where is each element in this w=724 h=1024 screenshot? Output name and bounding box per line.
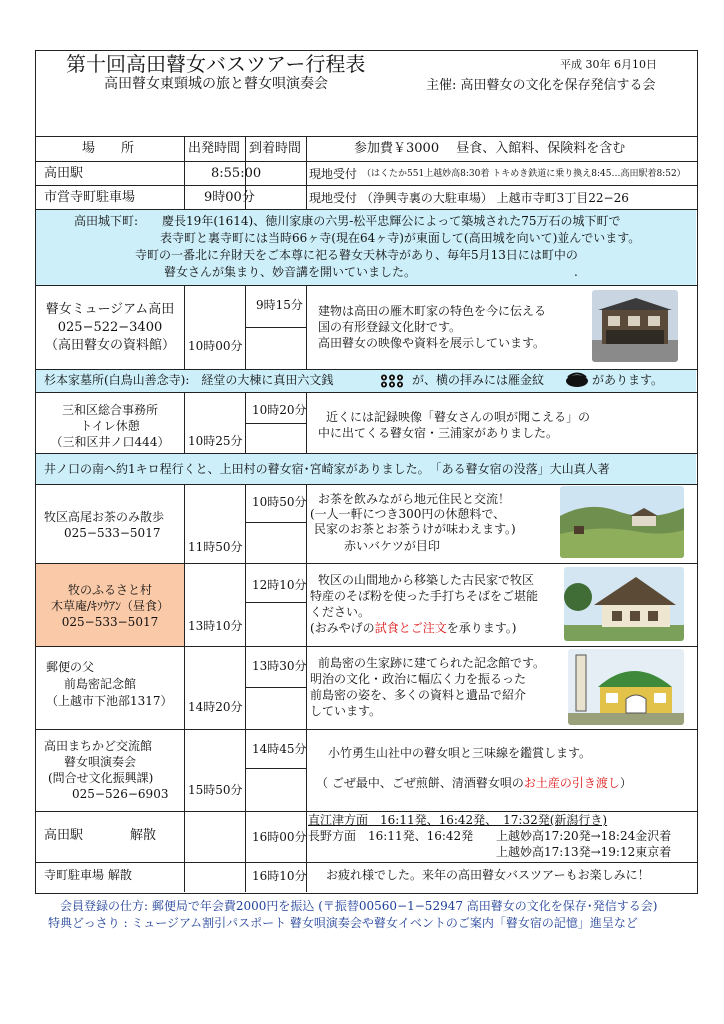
col-header-depart: 出発時間: [188, 141, 241, 156]
castle-town-line-3: 寺町の一番北に弁財天をご本尊に祀る瞽女天林寺があり、毎年5月13日には町中の: [135, 248, 578, 262]
page-title: 第十回高田瞽女バスツアー行程表: [66, 52, 366, 76]
furusato-desc-2: 特産のそば粉を使った手打ちそばをご堪能: [310, 589, 539, 603]
col-header-place: 場 所: [82, 141, 135, 156]
maejima-desc-4: しています。: [310, 704, 382, 718]
makiku-place-phone: 025−533−5017: [64, 526, 161, 540]
maejima-place-line-1: 郵便の父: [46, 660, 95, 674]
museum-arrive: 9時15分: [256, 298, 303, 312]
sugimoto-text-c: があります。: [592, 373, 664, 387]
machikado-place-phone: 025−526−6903: [72, 787, 169, 801]
machikado-place-concert: 瞽女唄演奏会: [64, 755, 137, 769]
organizer-label: 主催: 高田瞽女の文化を保存発信する会: [426, 78, 656, 93]
furusato-note-a: (おみやげの: [310, 621, 375, 635]
furusato-desc-1: 牧区の山間地から移築した古民家で牧区: [318, 573, 535, 587]
machikado-gift-red: お土産の引き渡し: [523, 776, 620, 790]
furusato-desc-note: [310, 621, 516, 636]
furusato-note-red: 試食とご注文: [374, 621, 447, 635]
maejima-desc-3: 前島密の姿を、多くの資料と遺品で紹介: [310, 688, 527, 702]
col-header-arrive: 到着時間: [249, 141, 302, 156]
teramachi-parking-depart: 9時00分: [204, 190, 255, 205]
museum-depart: 10時00分: [188, 339, 243, 353]
furusato-desc-3: ください。: [310, 605, 371, 619]
sanwa-place-address: （三和区井ノ口444）: [50, 435, 170, 449]
makiku-arrive: 10時50分: [252, 495, 307, 509]
sugimoto-text-b: が、横の拝みには雁金紋: [412, 373, 545, 387]
museum-place-note: （高田瞽女の資料館）: [44, 338, 175, 353]
machikado-place-name: 高田まちかど交流館: [44, 739, 153, 753]
dissolve-place-label: 解散: [130, 828, 157, 843]
makiku-village-photo: [560, 486, 684, 558]
inokuchi-text: 井ノ口の南へ約1キロ程行くと、上田村の瞽女宿･宮崎家がありました。 「ある瞽女宿の没落」大山真人著: [44, 462, 610, 476]
sanwa-desc-2: 中に出てくる瞽女宿・三浦家がありました。: [318, 426, 559, 440]
furusato-arrive: 12時10分: [252, 578, 307, 592]
machikado-gift-b: ）: [619, 776, 632, 790]
teramachi-parking-note: 現地受付 （浄興寺裏の大駐車場） 上越市寺町3丁目22−26: [309, 191, 629, 205]
machikado-arrive: 14時45分: [252, 742, 307, 756]
machikado-place-contact: (問合せ文化振興課): [48, 771, 154, 785]
sanwa-place-name: 三和区総合事務所: [61, 403, 158, 417]
membership-info: 会員登録の仕方: 郵便局で年会費2000円を振込 (〒振替00560−1−52947 高田瞽女の文化を保存･発信する会): [60, 899, 658, 913]
machikado-desc: 小竹勇生山社中の瞽女唄と三味線を鑑賞します。: [328, 746, 592, 760]
final-depart: 16時10分: [252, 869, 307, 883]
makiku-place-name: 牧区高尾お茶のみ散歩: [44, 510, 165, 524]
page-subtitle: 高田瞽女東頸城の旅と瞽女唄演奏会: [104, 76, 328, 92]
furusato-farmhouse-photo: [564, 567, 684, 641]
furusato-depart: 13時10分: [188, 619, 243, 633]
train-kanazawa: 上越妙高17:20発→18:24金沢着: [496, 829, 672, 843]
machikado-gift-note: [316, 776, 632, 791]
makiku-desc-3: 民家のお茶とお茶うけが味わえます。): [314, 522, 516, 536]
train-nagano: 長野方面 16:11発、16:42発: [308, 829, 474, 843]
maejima-arrive: 13時30分: [252, 659, 307, 673]
rule: [35, 136, 697, 137]
date-label: 平成 30年 6月10日: [560, 58, 657, 71]
furusato-place-phone: 025−533−5017: [61, 615, 159, 629]
takada-station-note-detail: （はくたか551上越妙高8:30着 トキめき鉄道に乗り換え8:45…高田駅着8:52）: [362, 169, 686, 179]
furusato-place-name: 牧のふるさと村: [67, 583, 152, 597]
karigane-crest-icon: [564, 372, 590, 388]
museum-place-phone: 025−522−3400: [57, 320, 163, 335]
col-header-fee: 参加費￥3000 昼食、入館料、保険料を含む: [354, 141, 626, 156]
makiku-depart: 11時50分: [188, 540, 243, 554]
takada-station-note-head: 現地受付: [309, 167, 358, 181]
castle-town-line-2: 表寺町と裏寺町には当時66ヶ寺(現在64ヶ寺)が東面して(高田城を向いて)並んでいます。: [160, 231, 641, 245]
teramachi-parking-place: 市営寺町駐車場: [44, 190, 136, 205]
museum-desc-3: 高田瞽女の映像や資料を展示しています。: [318, 336, 546, 350]
museum-desc-1: 建物は高田の雁木町家の特色を今に伝える: [318, 304, 547, 318]
machikado-depart: 15時50分: [188, 783, 243, 797]
sugimoto-text-a: 杉本家墓所(白鳥山善念寺): 経堂の大棟に真田六文銭: [44, 373, 334, 387]
furusato-note-b: を承ります。): [446, 621, 517, 635]
maejima-place-line-2: 前島密記念館: [64, 677, 137, 691]
museum-desc-2: 国の有形登録文化財です。: [318, 320, 462, 334]
castle-town-line-4: 瞽女さんが集まり、妙音講を開いていました。: [164, 265, 417, 279]
takada-station-place: 高田駅: [44, 166, 84, 181]
maejima-desc-2: 明治の文化・政治に幅広く力を振るった: [310, 672, 527, 686]
train-tokyo: 上越妙高17:13発→19:12東京着: [496, 845, 672, 859]
sanwa-arrive: 10時20分: [252, 403, 307, 417]
maejima-memorial-photo: [568, 649, 684, 725]
maejima-place-line-3: （上越市下池部1317）: [46, 694, 173, 708]
takada-station-depart: 8:55:00: [211, 166, 262, 181]
museum-building-photo: [592, 290, 678, 362]
castle-town-line-1: 高田城下町: 慶長19年(1614)、徳川家康の六男-松平忠輝公によって築城された75万石の城下町で: [74, 214, 621, 228]
dissolve-place-station: 高田駅: [44, 828, 84, 843]
train-naoetsu: 直江津方面 16:11発、16:42発、 17:32発(新潟行き): [308, 813, 608, 827]
makiku-desc-1: お茶を飲みながら地元住民と交流！: [318, 492, 511, 506]
makiku-desc-2: (一人一軒につき300円の休憩料で、: [310, 507, 506, 521]
maejima-depart: 14時20分: [188, 700, 243, 714]
final-desc: お疲れ様でした。来年の高田瞽女バスツアーもお楽しみに！: [326, 868, 650, 882]
makiku-desc-4: 赤いバケツが目印: [344, 539, 440, 553]
sanwa-desc-1: 近くには記録映像「瞽女さんの唄が聞こえる」の: [326, 410, 591, 424]
dissolve-depart: 16時00分: [252, 830, 307, 844]
member-perks: 特典どっさり : ミュージアム割引パスポート 瞽女唄演奏会や瞽女イベントのご案内「瞽女宿の記憶」進呈など: [48, 916, 638, 930]
final-place: 寺町駐車場 解散: [44, 868, 132, 882]
sanwa-place-rest: トイレ休憩: [80, 419, 140, 433]
sanwa-depart: 10時25分: [188, 434, 243, 448]
machikado-gift-a: （ ごぜ最中、ごぜ煎餅、清酒瞽女唄の: [316, 776, 524, 790]
furusato-place-lunch: 木草庵/ｷｿｳｱﾝ（昼食）: [50, 599, 170, 613]
maejima-desc-1: 前島密の生家跡に建てられた記念館です。: [318, 656, 546, 670]
rokumonsen-crest-icon: [380, 373, 404, 387]
museum-place-name: 瞽女ミュージアム高田: [45, 302, 175, 317]
castle-town-dot: .: [574, 265, 578, 279]
